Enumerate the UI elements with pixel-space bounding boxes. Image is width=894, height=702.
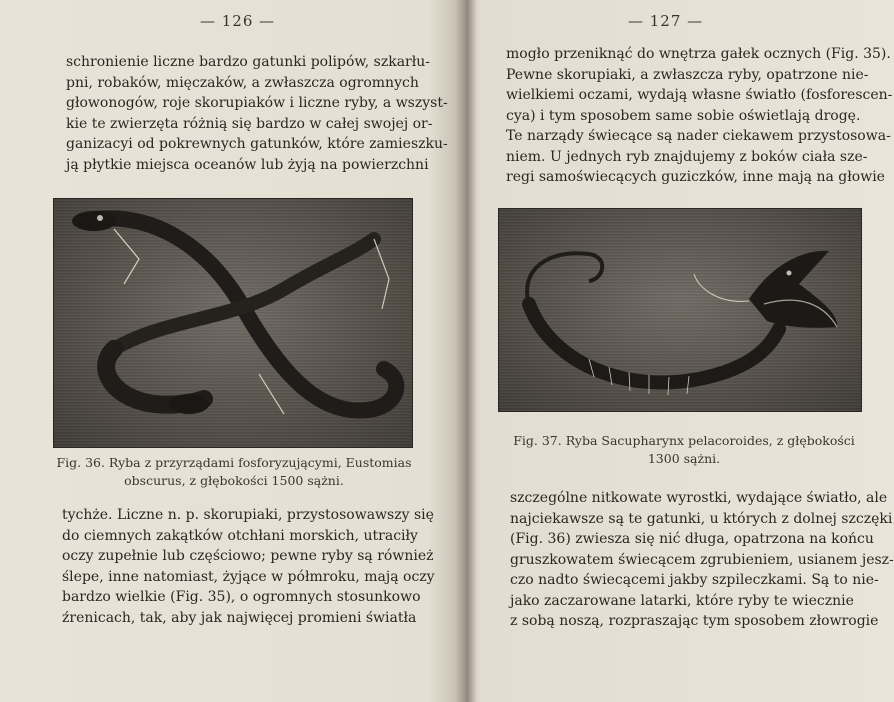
text-line: najciekawsze są te gatunki, u których z dolnej szczęki — [510, 510, 893, 527]
page-number-right: — 127 — — [628, 12, 704, 30]
text-line: regi samoświecących guziczków, inne mają na głowie — [506, 169, 885, 185]
caption-line: Fig. 37. Ryba Sacupharynx pelacoroides, z głębokości — [513, 433, 855, 448]
text-line: (Fig. 36) zwiesza się nić długa, opatrzona na końcu — [510, 531, 874, 547]
text-line: głowonogów, roje skorupiaków i liczne ryby, a wszyst- — [66, 95, 448, 111]
left-top-paragraph — [66, 52, 448, 175]
caption-line: obscurus, z głębokości 1500 sążni. — [124, 473, 344, 488]
text-line: jako zaczarowane latarki, które ryby te wiecznie — [510, 592, 854, 609]
text-line: Pewne skorupiaki, a zwłaszcza ryby, opatrzone nie- — [506, 66, 869, 83]
text-line: oczy zupełnie lub częściowo; pewne ryby są również — [62, 548, 434, 564]
text-line: z sobą noszą, rozpraszając tym sposobem złowrogie — [510, 613, 879, 629]
figure-37-caption — [504, 432, 864, 468]
text-line: czo nadto świecącemi jakby szpileczkami. Są to nie- — [510, 572, 879, 588]
text-line: źrenicach, tak, aby jak najwięcej promieni światła — [62, 609, 417, 626]
eustomias-fish-drawing — [54, 199, 412, 447]
text-line: mogło przeniknąć do wnętrza gałek ocznych (Fig. 35). — [506, 46, 891, 62]
caption-line: Fig. 36. Ryba z przyrządami fosforyzującymi, Eustomias — [56, 455, 412, 470]
text-line: Te narządy świecące są nader ciekawem przystosowa- — [506, 128, 891, 144]
right-page — [468, 0, 894, 702]
text-line: gruszkowatem świecącem zgrubieniem, usianem jesz- — [510, 551, 894, 568]
page-number-left: — 126 — — [200, 12, 276, 30]
text-line: niem. U jednych ryb znajdujemy z boków ciała sze- — [506, 148, 868, 165]
text-line: cya) i tym sposobem same sobie oświetlają drogę. — [506, 107, 861, 124]
text-line: ślepe, inne natomiast, żyjące w półmroku, mają oczy — [62, 568, 435, 585]
text-line: do ciemnych zakątków otchłani morskich, utraciły — [62, 527, 418, 544]
text-line: bardzo wielkie (Fig. 35), o ogromnych stosunkowo — [62, 589, 421, 605]
saccopharynx-fish-drawing — [499, 209, 861, 411]
text-line: schronienie liczne bardzo gatunki polipów, szkarłu- — [66, 54, 431, 70]
right-top-paragraph — [506, 44, 893, 188]
text-line: tychże. Liczne n. p. skorupiaki, przystosowawszy się — [62, 507, 434, 523]
figure-36-caption — [54, 454, 414, 490]
text-line: ją płytkie miejsca oceanów lub żyją na powierzchni — [66, 156, 429, 173]
figure-37-illustration — [498, 208, 862, 412]
text-line: kie te zwierzęta różnią się bardzo w całej swojej or- — [66, 115, 433, 132]
text-line: ganizacyi od pokrewnych gatunków, które zamieszku- — [66, 136, 448, 152]
text-line: pni, robaków, mięczaków, a zwłaszcza ogromnych — [66, 74, 419, 91]
text-line: wielkiemi oczami, wydają własne światło (fosforescen- — [506, 87, 893, 103]
right-bottom-paragraph — [510, 488, 894, 632]
left-bottom-paragraph — [62, 505, 435, 628]
text-line: szczególne nitkowate wyrostki, wydające światło, ale — [510, 490, 888, 506]
figure-36-illustration — [53, 198, 413, 448]
caption-line: 1300 sążni. — [647, 451, 721, 466]
